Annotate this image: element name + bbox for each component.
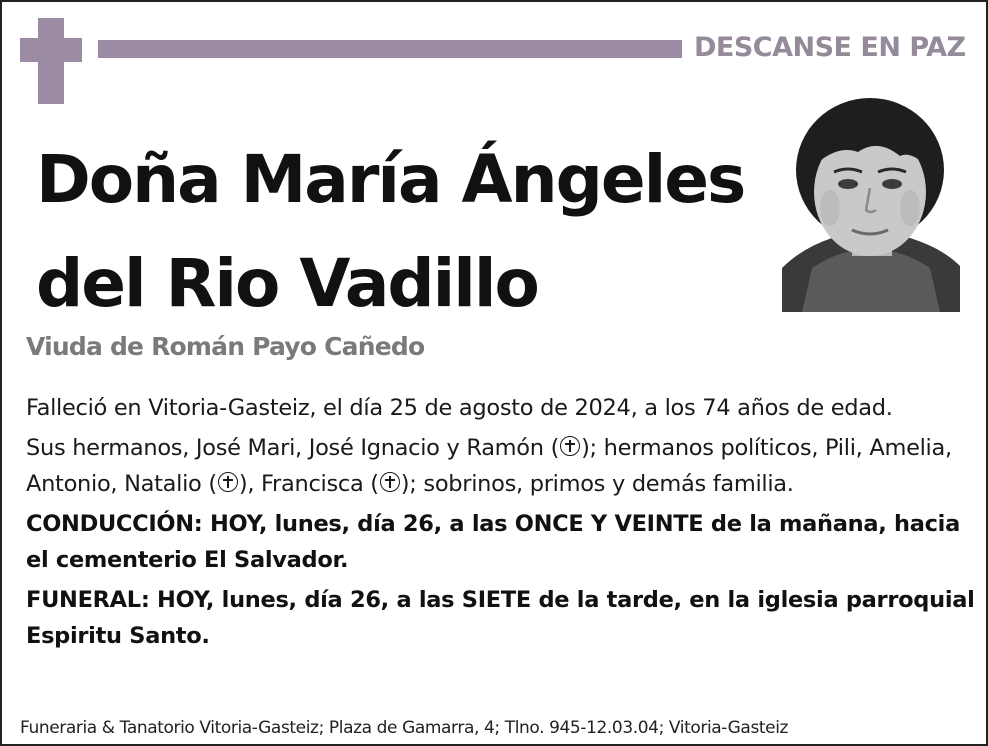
widow-of-line: Viuda de Román Payo Cañedo: [26, 332, 425, 361]
family-text: ); sobrinos, primos y demás familia.: [400, 471, 794, 497]
family-list: [26, 430, 976, 502]
header-bar: [98, 40, 682, 58]
deceased-photo: [782, 98, 960, 312]
circled-cross-icon: [560, 436, 580, 456]
latin-cross-icon-arm: [20, 38, 82, 62]
deceased-name-line2: del Rio Vadillo: [36, 245, 538, 322]
funeral-notice: FUNERAL: HOY, lunes, día 26, a las SIETE de la tarde, en la iglesia parroquial Espiritu Santo.: [26, 587, 975, 649]
family-text: ); hermanos políticos, Pili, Amelia, Antonio, Natalio (: [26, 435, 952, 497]
circled-cross-icon: [380, 472, 400, 492]
death-notice: Falleció en Vitoria-Gasteiz, el día 25 de agosto de 2024, a los 74 años de edad.: [26, 395, 893, 421]
circled-cross-icon: [218, 472, 238, 492]
conduction-notice: CONDUCCIÓN: HOY, lunes, día 26, a las ONCE Y VEINTE de la mañana, hacia el cementerio El Salvador.: [26, 511, 960, 573]
funeral-home-footer: Funeraria & Tanatorio Vitoria-Gasteiz; Plaza de Gamarra, 4; Tlno. 945-12.03.04; Vitoria-Gasteiz: [20, 718, 789, 738]
banner-text: DESCANSE EN PAZ: [694, 32, 966, 63]
deceased-name-line1: Doña María Ángeles: [36, 141, 745, 218]
family-text: ), Francisca (: [238, 471, 379, 497]
family-text: Sus hermanos, José Mari, José Ignacio y Ramón (: [26, 435, 560, 461]
notice-body: [26, 390, 976, 654]
deceased-name: [36, 128, 744, 336]
